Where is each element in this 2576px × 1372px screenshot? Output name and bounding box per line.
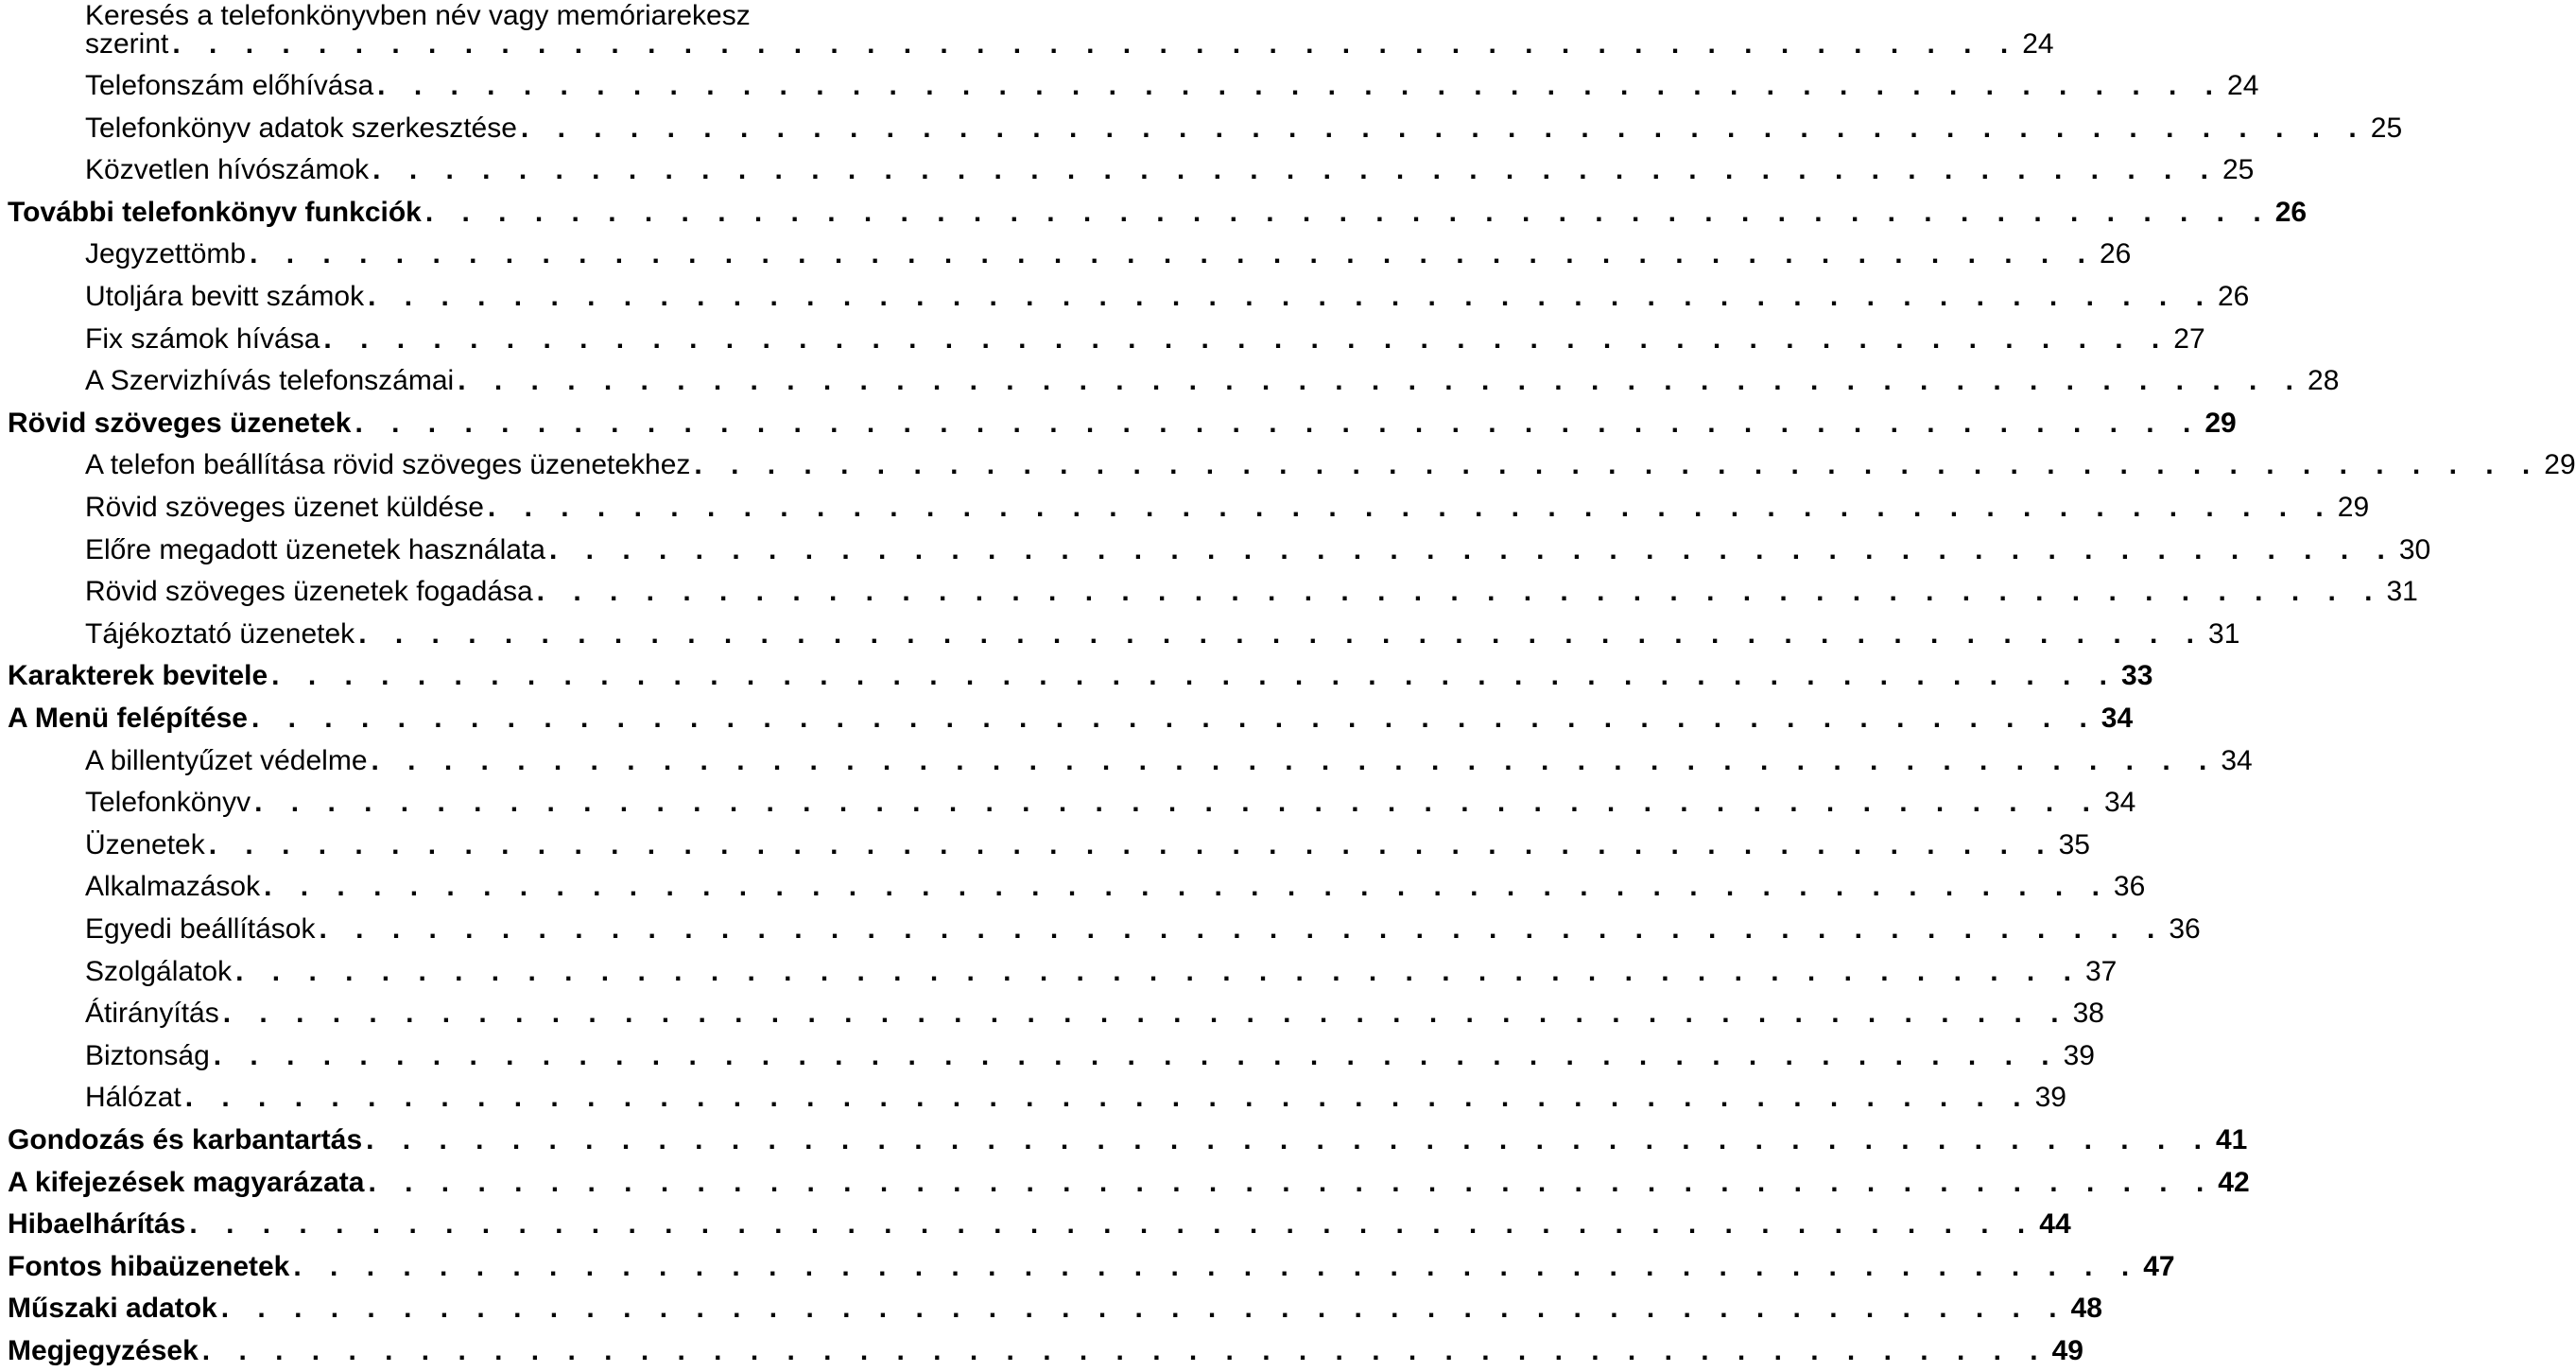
toc-chapter [8,1204,2071,1245]
toc-entry [85,1077,2066,1119]
toc-entry [85,487,2370,529]
toc-entry [85,866,2146,908]
toc-entry-page: 30 [2398,533,2431,565]
toc-entry-title: szerint [85,28,169,60]
toc-chapter [8,1330,2083,1372]
toc-entry-title: Üzenetek [85,828,205,860]
dot-leader: . . . . . . . . . . . . . . . . . . . . . . . . . . . . . . . . . . . . . . . . . . . . . . . . . . . [366,1124,2212,1155]
toc-entry-page: 34 [2103,787,2136,819]
toc-chapter-page: 48 [2070,1293,2102,1325]
toc-entry-title: Egyedi beállítások [85,913,316,945]
toc-entry-title: Biztonság [85,1039,210,1071]
toc-entry [85,740,2253,782]
toc-entry [85,530,2431,571]
toc-entry [85,993,2104,1034]
toc-entry-page: 25 [2370,112,2403,144]
toc-entry-page: 31 [2386,576,2418,608]
toc-chapter-page: 34 [2101,703,2134,734]
toc-entry-page: 38 [2072,998,2104,1030]
dot-leader: . . . . . . . . . . . . . . . . . . . . . . . . . . . . . . . . . . . . . . . . . . . . . . . . . . . [368,1166,2215,1198]
toc-entry [85,444,2576,486]
toc-entry-page: 37 [2084,955,2118,987]
toc-entry-title: Átirányítás [85,998,219,1030]
toc-entry [85,234,2132,275]
dot-leader: . . . . . . . . . . . . . . . . . . . . . . . . . . . . . . . . . . . . . . . . . . . . . . . . . . . [220,1293,2067,1325]
dot-leader: . . . . . . . . . . . . . . . . . . . . . . . . . . . . . . . . . . . . . . . . . . . . . . . . . . . [319,913,2166,945]
dot-leader: . . . . . . . . . . . . . . . . . . . . . . . . . . . . . . . . . . . . . . . . . . . . . . . . . . . [208,828,2055,860]
dot-leader: . . . . . . . . . . . . . . . . . . . . . . . . . . . . . . . . . . . . . . . . . . . . . . . . . . . [222,998,2069,1030]
toc-chapter-title: Fontos hibaüzenetek [8,1250,290,1282]
toc-chapter-page: 44 [2039,1208,2071,1241]
dot-leader: . . . . . . . . . . . . . . . . . . . . . . . . . . . . . . . . . . . . . . . . . . . . . . . . . . . [377,70,2224,101]
dot-leader: . . . . . . . . . . . . . . . . . . . . . . . . . . . . . . . . . . . . . . . . . . . . . . . . . . . [251,703,2098,734]
toc-entry [85,149,2255,191]
toc-chapter [8,698,2134,739]
dot-leader: . . . . . . . . . . . . . . . . . . . . . . . . . . . . . . . . . . . . . . . . . . . . . . . . . . . [172,28,2019,60]
dot-leader: . . . . . . . . . . . . . . . . . . . . . . . . . . . . . . . . . . . . . . . . . . . . . . . . . . . [201,1335,2049,1366]
toc-chapter-title: Gondozás és karbantartás [8,1124,363,1155]
toc-entry-title-line: Keresés a telefonkönyvben név vagy memóriarekesz [85,0,751,31]
toc-entry [85,65,2259,107]
toc-entry-page: 25 [2222,154,2255,186]
toc-chapter-page: 26 [2274,196,2308,228]
toc-chapter [8,1246,2175,1288]
toc-entry-page: 36 [2113,871,2146,903]
toc-chapter-title: Megjegyzések [8,1335,199,1366]
toc-entry [85,571,2418,613]
dot-leader: . . . . . . . . . . . . . . . . . . . . . . . . . . . . . . . . . . . . . . . . . . . . . . . . . . . [184,1082,2031,1114]
dot-leader: . . . . . . . . . . . . . . . . . . . . . . . . . . . . . . . . . . . . . . . . . . . . . . . . . . . [458,365,2305,397]
toc-entry-title: Közvetlen hívószámok [85,154,370,186]
dot-leader: . . . . . . . . . . . . . . . . . . . . . . . . . . . . . . . . . . . . . . . . . . . . . . . . . . . [250,238,2096,270]
toc-entry-page: 36 [2169,913,2201,945]
dot-leader: . . . . . . . . . . . . . . . . . . . . . . . . . . . . . . . . . . . . . . . . . . . . . . . . . . . [354,407,2202,439]
toc-entry-title: Jegyzettömb [85,238,247,270]
toc-entry [85,951,2118,993]
toc-entry-title: Utoljára bevitt számok [85,281,365,312]
dot-leader: . . . . . . . . . . . . . . . . . . . . . . . . . . . . . . . . . . . . . . . . . . . . . . . . . . . [487,492,2334,523]
toc-entry-title: Telefonszám előhívása [85,70,374,101]
dot-leader: . . . . . . . . . . . . . . . . . . . . . . . . . . . . . . . . . . . . . . . . . . . . . . . . . . . [323,322,2170,355]
toc-entry-title: A Szervizhívás telefonszámai [85,365,455,397]
dot-leader: . . . . . . . . . . . . . . . . . . . . . . . . . . . . . . . . . . . . . . . . . . . . . . . . . . . [371,744,2218,776]
toc-chapter [8,403,2237,444]
dot-leader: . . . . . . . . . . . . . . . . . . . . . . . . . . . . . . . . . . . . . . . . . . . . . . . . . . . [235,955,2082,987]
toc-entry [85,360,2340,402]
toc-chapter-title: Rövid szöveges üzenetek [8,407,352,439]
dot-leader: . . . . . . . . . . . . . . . . . . . . . . . . . . . . . . . . . . . . . . . . . . . . . . . . . . . [254,787,2101,819]
toc-chapter [8,1288,2102,1329]
toc-entry-page: 24 [2022,28,2054,60]
dot-leader: . . . . . . . . . . . . . . . . . . . . . . . . . . . . . . . . . . . . . . . . . . . . . . . . . . . [520,112,2367,144]
toc-chapter [8,1120,2248,1161]
dot-leader: . . . . . . . . . . . . . . . . . . . . . . . . . . . . . . . . . . . . . . . . . . . . . . . . . . . [271,660,2118,692]
dot-leader: . . . . . . . . . . . . . . . . . . . . . . . . . . . . . . . . . . . . . . . . . . . . . . . . . . . [424,196,2272,228]
dot-leader: . . . . . . . . . . . . . . . . . . . . . . . . . . . . . . . . . . . . . . . . . . . . . . . . . . . [213,1039,2060,1071]
toc-chapter-title: Hibaelhárítás [8,1208,186,1241]
toc-entry-page: 28 [2308,365,2340,397]
toc-entry-title: Telefonkönyv adatok szerkesztése [85,112,517,144]
toc-entry-page: 27 [2173,322,2205,355]
toc-entry-title: Fix számok hívása [85,322,320,355]
toc-entry-page: 35 [2058,828,2090,860]
toc-chapter-page: 47 [2143,1250,2175,1282]
toc-chapter-title: A kifejezések magyarázata [8,1166,365,1198]
toc-entry-page: 39 [2034,1082,2066,1114]
toc-entry [85,614,2240,655]
toc-chapter [8,1162,2250,1204]
toc-entry [85,24,2054,65]
toc-chapter-title: A Menü felépítése [8,703,248,734]
toc-chapter-title: Műszaki adatok [8,1293,217,1325]
toc-entry-page: 29 [2337,492,2370,523]
dot-leader: . . . . . . . . . . . . . . . . . . . . . . . . . . . . . . . . . . . . . . . . . . . . . . . . . . . [264,871,2110,903]
toc-entry-page: 26 [2099,238,2132,270]
dot-leader: . . . . . . . . . . . . . . . . . . . . . . . . . . . . . . . . . . . . . . . . . . . . . . . . . . . [293,1250,2140,1282]
toc-chapter [8,655,2153,697]
toc-entry-page: 31 [2208,617,2240,650]
toc-entry-title: Alkalmazások [85,871,261,903]
toc-chapter-page: 49 [2051,1335,2083,1366]
toc-entry [85,276,2250,318]
toc-entry-title: Rövid szöveges üzenet küldése [85,492,484,523]
toc-entry-title: Tájékoztató üzenetek [85,617,355,650]
toc-chapter-title: Karakterek bevitele [8,660,268,692]
toc-chapter-page: 42 [2218,1166,2250,1198]
toc-entry-page: 24 [2227,70,2259,101]
toc-entry-title: Hálózat [85,1082,182,1114]
dot-leader: . . . . . . . . . . . . . . . . . . . . . . . . . . . . . . . . . . . . . . . . . . . . . . . . . . . [549,533,2395,565]
toc-entry-page: 26 [2217,281,2250,312]
toc-entry [85,1035,2095,1077]
toc-entry-page: 29 [2544,449,2576,481]
toc-entry [85,825,2090,866]
dot-leader: . . . . . . . . . . . . . . . . . . . . . . . . . . . . . . . . . . . . . . . . . . . . . . . . . . . [694,449,2541,481]
toc-entry-title: A billentyűzet védelme [85,744,368,776]
toc-entry [85,782,2136,824]
toc-entry [85,319,2205,360]
toc-chapter-page: 33 [2121,660,2153,692]
dot-leader: . . . . . . . . . . . . . . . . . . . . . . . . . . . . . . . . . . . . . . . . . . . . . . . . . . . [536,576,2383,608]
dot-leader: . . . . . . . . . . . . . . . . . . . . . . . . . . . . . . . . . . . . . . . . . . . . . . . . . . . [189,1208,2036,1241]
toc-entry-title: Telefonkönyv [85,787,251,819]
dot-leader: . . . . . . . . . . . . . . . . . . . . . . . . . . . . . . . . . . . . . . . . . . . . . . . . . . . [368,281,2214,312]
dot-leader: . . . . . . . . . . . . . . . . . . . . . . . . . . . . . . . . . . . . . . . . . . . . . . . . . . . [358,617,2205,650]
toc-entry-title: Előre megadott üzenetek használata [85,533,545,565]
toc-chapter [8,192,2308,234]
toc-entry-page: 39 [2063,1039,2095,1071]
toc-entry [85,108,2403,149]
toc-entry-title: Szolgálatok [85,955,233,987]
toc-entry [85,909,2201,950]
toc-entry-page: 34 [2221,744,2253,776]
toc-entry-title: Rövid szöveges üzenetek fogadása [85,576,533,608]
toc-chapter-title: További telefonkönyv funkciók [8,196,422,228]
dot-leader: . . . . . . . . . . . . . . . . . . . . . . . . . . . . . . . . . . . . . . . . . . . . . . . . . . . [372,154,2219,186]
toc-chapter-page: 29 [2204,407,2237,439]
toc-chapter-page: 41 [2215,1124,2248,1155]
toc-entry-title: A telefon beállítása rövid szöveges üzenetekhez [85,449,691,481]
